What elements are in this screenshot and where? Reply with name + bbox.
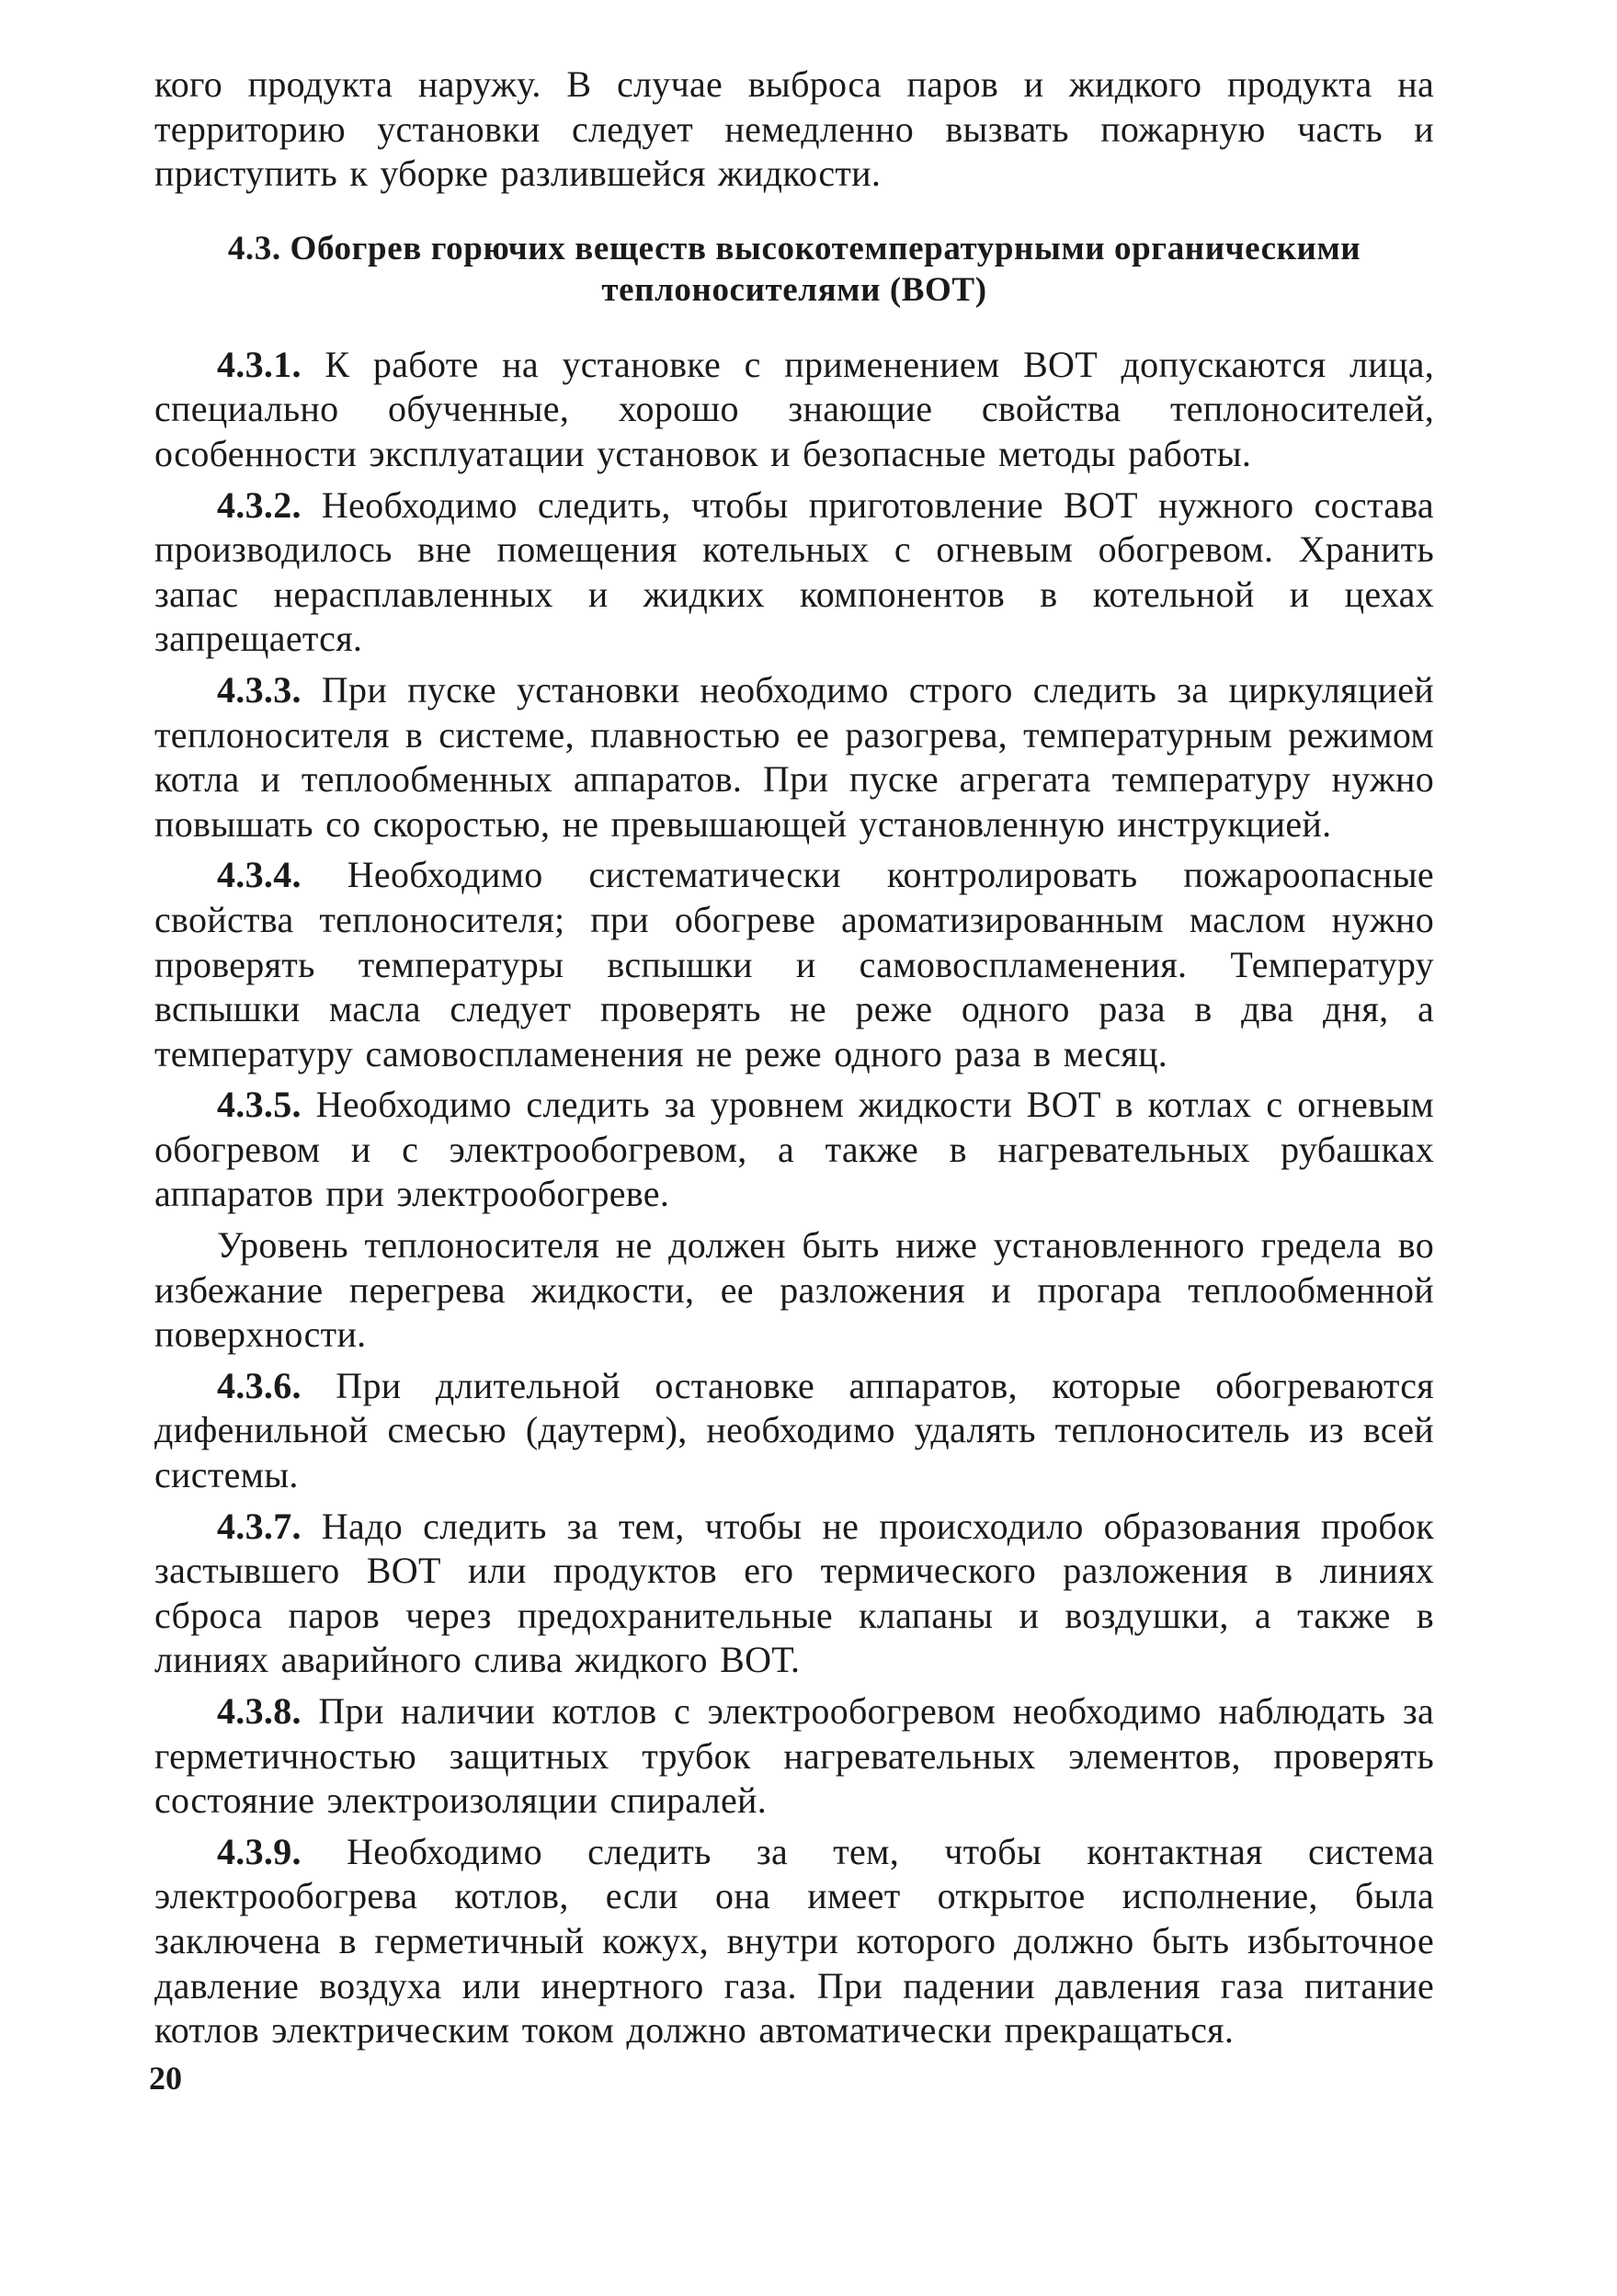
paragraph-4-3-2 bbox=[154, 483, 1434, 662]
paragraph-text: Необходимо следить за уровнем жидкости ВОТ в котлах с огневым обогревом и с электрообогревом, а также в нагревательных рубашках аппаратов при электрообогреве. bbox=[154, 1084, 1434, 1215]
intro-paragraph: кого продукта наружу. В случае выброса паров и жидкого продукта на территорию установки следует немедленно вызвать пожарную часть и приступить к уборке разлившейся жидкости. bbox=[154, 63, 1434, 195]
paragraph-text: Уровень теплоносителя не должен быть ниже установленного гредела во избежание перегрева жидкости, ее разложения и прогара теплообменной поверхности. bbox=[154, 1224, 1434, 1356]
paragraph-number: 4.3.1. bbox=[217, 343, 302, 385]
paragraph-number: 4.3.2. bbox=[217, 483, 302, 526]
paragraph-4-3-1 bbox=[154, 343, 1434, 477]
paragraph-number: 4.3.8. bbox=[217, 1690, 302, 1732]
paragraph-4-3-8 bbox=[154, 1689, 1434, 1824]
paragraph-text: Надо следить за тем, чтобы не происходило образования пробок застывшего ВОТ или продуктов его термического разложения в линиях сброса паров через предохранительные клапаны и воздушки, а также в линиях аварийного слива жидкого ВОТ. bbox=[154, 1505, 1434, 1681]
paragraph-number: 4.3.4. bbox=[217, 854, 302, 896]
paragraph-4-3-4 bbox=[154, 853, 1434, 1076]
paragraph-text: Необходимо следить, чтобы приготовление ВОТ нужного состава производилось вне помещения котельных с огневым обогревом. Хранить запас нерасплавленных и жидких компонентов в котельной и цехах запрещается. bbox=[154, 483, 1434, 660]
paragraph-number: 4.3.6. bbox=[217, 1364, 302, 1406]
paragraph-4-3-3 bbox=[154, 668, 1434, 847]
page-number: 20 bbox=[149, 2060, 182, 2097]
paragraph-text: Необходимо следить за тем, чтобы контактная система электрообогрева котлов, если она имеет открытое исполнение, была заключена в герметичный кожух, внутри которого должно быть избыточное давление воздуха или инертного газа. При падении давления газа питание котлов электрическим током должно автоматически прекращаться. bbox=[154, 1830, 1434, 2052]
paragraph-4-3-7 bbox=[154, 1505, 1434, 1683]
paragraph-text: При длительной остановке аппаратов, которые обогреваются дифенильной смесью (даутерм), необходимо удалять теплоноситель из всей системы. bbox=[154, 1364, 1434, 1496]
paragraph-text: К работе на установке с применением ВОТ допускаются лица, специально обученные, хорошо знающие свойства теплоносителей, особенности эксплуатации установок и безопасные методы работы. bbox=[154, 343, 1434, 474]
paragraph-number: 4.3.7. bbox=[217, 1505, 302, 1547]
paragraph-number: 4.3.5. bbox=[217, 1084, 302, 1126]
paragraph-4-3-9 bbox=[154, 1830, 1434, 2053]
paragraph-text: При пуске установки необходимо строго следить за циркуляцией теплоносителя в системе, плавностью ее разогрева, температурным режимом котла и теплообменных аппаратов. При пуске агрегата температуру нужно повышать со скоростью, не превышающей установленную инструкцией. bbox=[154, 668, 1434, 845]
paragraph-number: 4.3.9. bbox=[217, 1830, 302, 1872]
section-heading: 4.3. Обогрев горючих веществ высокотемпературными органическими теплоносителями (ВОТ) bbox=[227, 229, 1361, 309]
paragraph-4-3-5 bbox=[154, 1083, 1434, 1217]
paragraph-level-note bbox=[154, 1223, 1434, 1358]
paragraph-number: 4.3.3. bbox=[217, 668, 302, 710]
paragraph-4-3-6 bbox=[154, 1364, 1434, 1498]
paragraph-text: При наличии котлов с электрообогревом необходимо наблюдать за герметичностью защитных трубок нагревательных элементов, проверять состояние электроизоляции спиралей. bbox=[154, 1690, 1434, 1822]
paragraph-text: Необходимо систематически контролировать пожароопасные свойства теплоносителя; при обогреве ароматизированным маслом нужно проверять температуры вспышки и самовоспламенения. Температуру вспышки масла следует проверять не реже одного раза в два дня, а температуру самовоспламенения не реже одного раза в месяц. bbox=[154, 854, 1434, 1074]
document-page bbox=[154, 63, 1434, 2060]
